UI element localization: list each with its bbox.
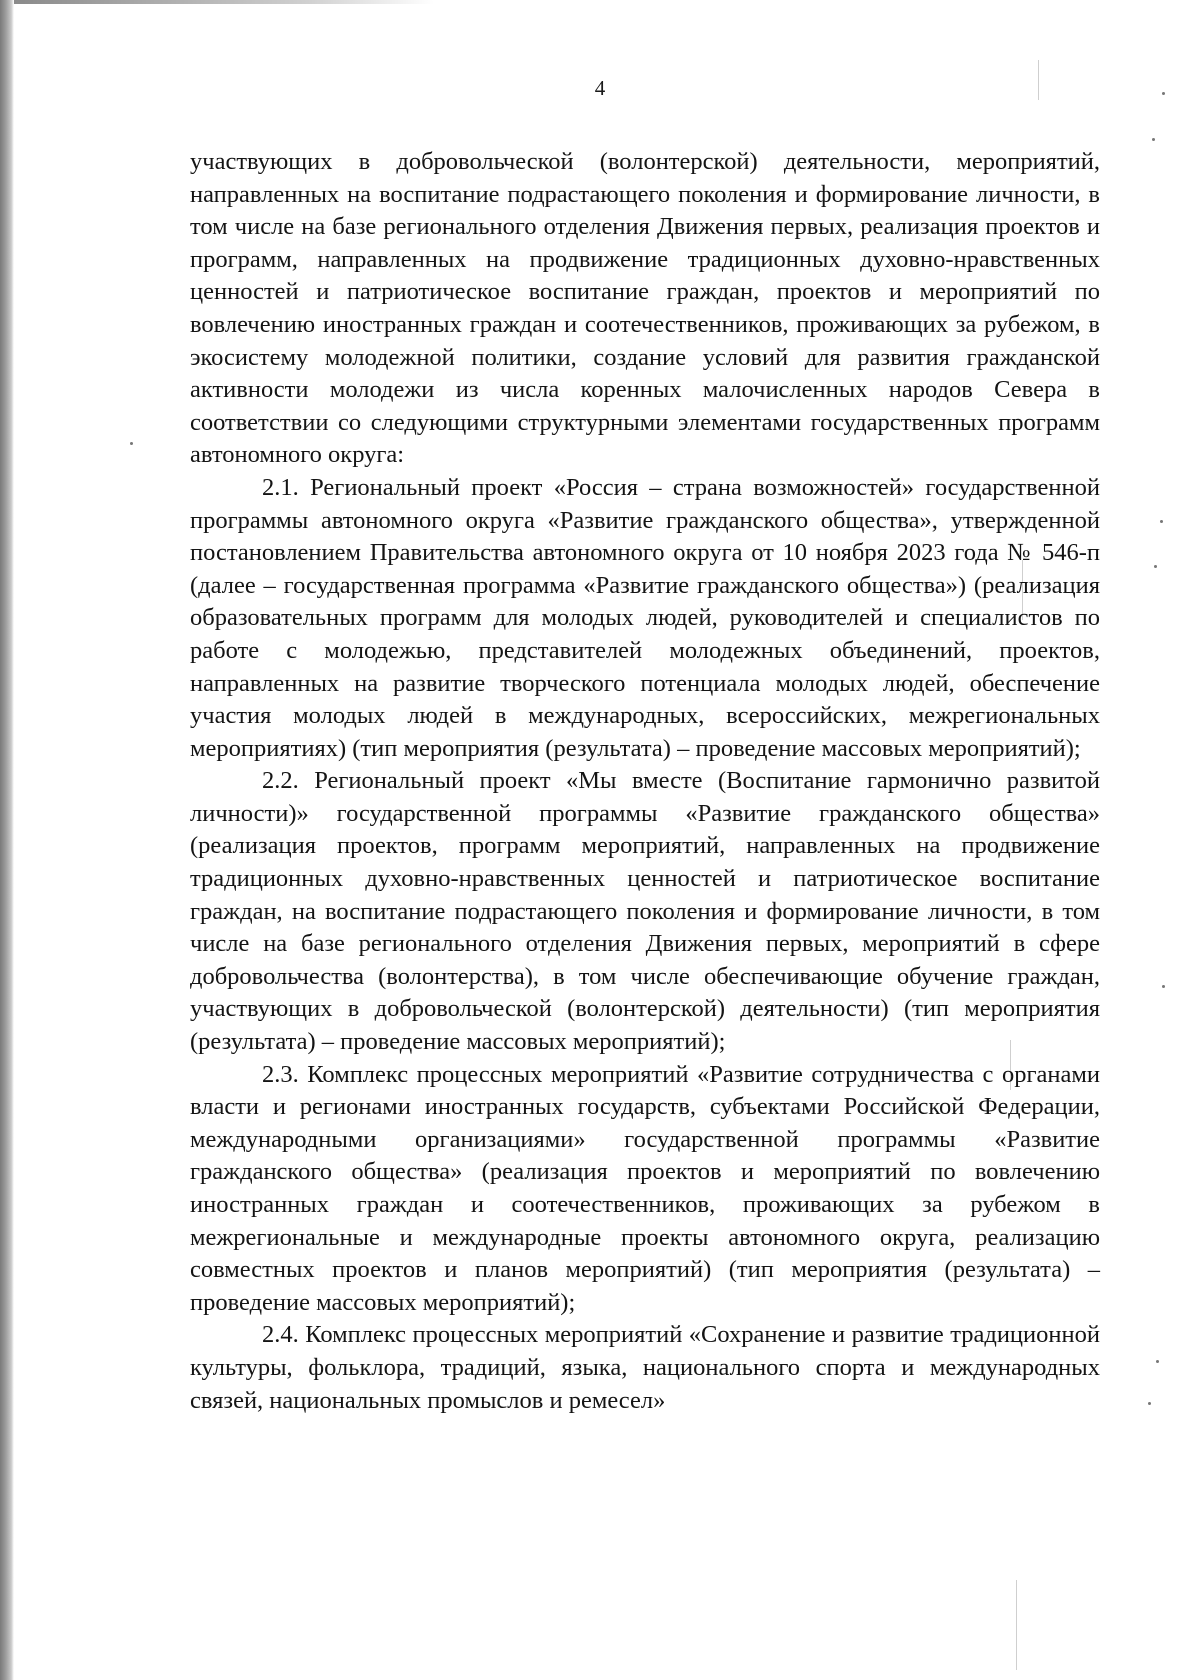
scan-top-edge bbox=[14, 0, 434, 4]
scan-speck bbox=[1160, 520, 1163, 523]
paragraph-item-2-4: 2.4. Комплекс процессных мероприятий «Сохранение и развитие традиционной культуры, фольклора, традиций, языка, национального спорта и международных связей, национальных промыслов и ремесел» bbox=[190, 1321, 1100, 1414]
paragraph-item-2-3: 2.3. Комплекс процессных мероприятий «Развитие сотрудничества с органами власти и регионами иностранных государств, субъектами Российской Федерации, международными организациями» государственной программы «Развитие гражданского общества» (реализация проектов и мероприятий по вовлечению иностранных граждан и соотечественников, проживающих за рубежом в межрегиональные и международные проекты автономного округа, реализацию совместных проектов и планов мероприятий) (тип мероприятия (результата) – проведение массовых мероприятий); bbox=[190, 1060, 1100, 1316]
page-number: 4 bbox=[594, 76, 606, 100]
scan-speck bbox=[130, 442, 133, 445]
scan-artifact-line bbox=[1016, 1580, 1017, 1670]
paragraph-item-2-2: 2.2. Региональный проект «Мы вместе (Воспитание гармонично развитой личности)» государственной программы «Развитие гражданского общества» (реализация проектов, программ мероприятий, направленных на продвижение традиционных духовно-нравственных ценностей и патриотическое воспитание граждан, на воспитание подрастающего поколения и формирование личности, в том числе на базе регионального отделения Движения первых, мероприятий в сфере добровольчества (волонтерства), в том числе обеспечивающие обучение граждан, участвующих в добровольческой (волонтерской) деятельности) (тип мероприятия (результата) – проведение массовых мероприятий); bbox=[190, 767, 1100, 1056]
scan-speck bbox=[1162, 985, 1165, 988]
paragraph-continuation: участвующих в добровольческой (волонтерской) деятельности, мероприятий, направленных на воспитание подрастающего поколения и формирование личности, в том числе на базе регионального отделения Движения первых, реализация проектов и программ, направленных на продвижение традиционных духовно-нравственных ценностей и патриотическое воспитание граждан, проектов и мероприятий по вовлечению иностранных граждан и соотечественников, проживающих за рубежом, в экосистему молодежной политики, создание условий для развития гражданской активности молодежи из числа коренных малочисленных народов Севера в соответствии со следующими структурными элементами государственных программ автономного округа: bbox=[190, 148, 1100, 469]
scan-speck bbox=[1152, 138, 1155, 141]
scan-speck bbox=[1154, 565, 1157, 568]
scan-left-edge bbox=[0, 0, 14, 1680]
paragraph-item-2-1: 2.1. Региональный проект «Россия – страна возможностей» государственной программы автономного округа «Развитие гражданского общества», утвержденной постановлением Правительства автономного округа от 10 ноября 2023 года № 546-п (далее – государственная программа «Развитие гражданского общества») (реализация образовательных программ для молодых людей, руководителей и специалистов по работе с молодежью, представителей молодежных объединений, проектов, направленных на развитие творческого потенциала молодых людей, обеспечение участия молодых людей в международных, всероссийских, межрегиональных мероприятиях) (тип мероприятия (результата) – проведение массовых мероприятий); bbox=[190, 473, 1100, 762]
scan-speck bbox=[1148, 1402, 1151, 1405]
document-body bbox=[190, 146, 1100, 1417]
scan-speck bbox=[1156, 1360, 1159, 1363]
